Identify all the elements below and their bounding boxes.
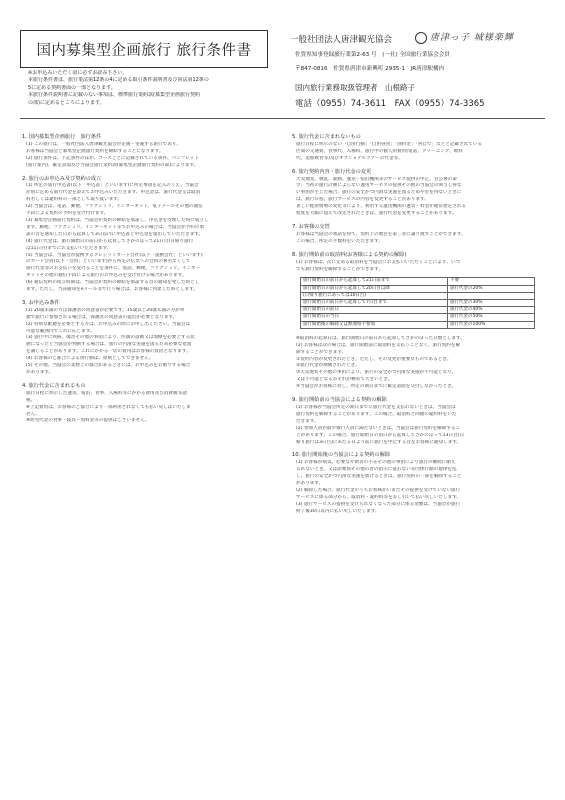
section-line: があります。 [26, 370, 54, 375]
section-line: ※上記費用は、お客様のご都合により一部利用されなくても払い戻しはいたしま [26, 404, 191, 410]
section-line: (2) 当協会は、電話、郵便、ファクシミリ、インターネット、電子メールその他の通信 [26, 204, 203, 210]
section-heading: 4. 旅行代金に含まれるもの [22, 382, 86, 389]
section-line: (6) 通信契約の成立時期は、当協会が契約の締結を承諾する旨の通知を発した時とし [26, 280, 200, 286]
fee-amount-cell: 旅行代金の50% [448, 314, 535, 321]
section-line: (4) 旅行代金は、旅行開始日の前日から起算してさかのぼって21日目(日帰り旅行 [26, 238, 194, 244]
fee-amount-cell: 不要 [448, 278, 535, 285]
manager-info: 国内旅行業務取扱管理者 山根路子 [295, 83, 415, 92]
fee-amount-cell: 旅行代金の20% [448, 285, 535, 292]
section-line: し、旅行の安全かつ円滑な実施を妨げるときは、旅行契約の一部を解除すること [296, 474, 462, 480]
section-heading: 8. 旅行開始前の取消料(お客様による契約の解除) [292, 251, 407, 258]
fee-amount-cell [448, 292, 535, 299]
section-line: があります。 [296, 481, 324, 487]
section-line: 手段による契約の予約を受け付けます。 [26, 211, 109, 217]
section-line: とがあります。この場合、旅行開始日の前日から起算してさかのぼって13日目(日 [296, 432, 465, 438]
section-line: ④当協会がお客様に対し、所定の期日までに確定書面を交付しなかったとき。 [296, 384, 457, 390]
section-line: (5) 当協会は、当協会が提携するクレジットカード会社(以下「提携会社」といいます) [26, 252, 203, 258]
section-line: 程度を大幅に超えて改定されたときは、旅行代金を変更することがあります。 [296, 211, 457, 217]
address-info: 〒847-0816 佐賀県唐津市新興町 2935-1 JR唐津駅構内 [295, 66, 445, 72]
notice-line: ※お申込みいただく前に必ずお読み下さい。 [28, 70, 128, 76]
section-line: 代、追加飲食等)及びオプショナルツアーの代金等。 [296, 155, 403, 161]
section-line: 旅行契約を解除することがあります。この場合、取消料と同額の違約料をいた [296, 411, 457, 417]
table-row [301, 292, 535, 299]
section-line: 天災地変、戦乱、暴動、運送・宿泊機関等のサービス提供の中止、官公署の命 [296, 176, 457, 182]
title-box [20, 30, 268, 68]
section-line: 令、当初の運行計画によらない運送サービスの提供その他の当協会の関与し得な [296, 183, 462, 189]
section-line: 旅行日程に明示した運送、宿泊、食事、入場料等にかかる費用及び消費税等諸 [26, 390, 187, 396]
section-line: (1) お客様は、次に定める取消料を当協会にお支払いいただくことにより、いつ [296, 259, 461, 265]
table-row [301, 307, 535, 314]
section-line: 著しい経済情勢の変化等により、利用する運送機関の運賃・料金が通常想定される [296, 204, 466, 210]
section-heading: 5. 旅行代金に含まれないもの [292, 134, 361, 140]
section-line: 態になったと当協会が判断する場合は、旅行の円滑な実施を図るため必要な措置 [26, 342, 192, 348]
page-title: 国内募集型企画旅行 旅行条件書 [36, 42, 252, 59]
fee-amount-cell: 旅行代金の30% [448, 300, 535, 307]
section-line: ②旅行代金が増額されたとき。 [296, 363, 360, 369]
section-line: (旅行案内)、確定書面及び当協会旅行業約款(募集型企画旅行契約の部)によります。 [26, 162, 199, 168]
fee-period-cell: (日帰り旅行にあっては10日目) [301, 292, 448, 299]
table-row [301, 314, 535, 321]
section-line: 除することができます。 [296, 349, 347, 355]
section-line: ①契約内容が変更されたとき。ただし、その変更が重要なものであるとき。 [296, 356, 452, 362]
section-line: この場合、所定の手数料をいただきます。 [296, 238, 383, 244]
section-heading: 2. 旅行のお申込み及び契約の成立 [22, 175, 102, 182]
phone-fax-info: 電話（0955）74-3611 FAX（0955）74-3365 [295, 99, 485, 109]
section-line: でも旅行契約を解除することができます。 [296, 266, 383, 272]
section-line: (3) 募集型企画旅行契約は、当協会が契約の締結を承諾し、申込金を受理した時に成立し [26, 217, 209, 223]
section-line: (2) お客様は次の場合は、旅行開始前に取消料を支払うことなく、旅行契約を解 [296, 342, 461, 348]
section-heading: 3. お申込み条件 [22, 299, 60, 306]
left-column [22, 128, 272, 425]
section-line: (2) 特別な配慮を必要とする方は、お申込みの際にお申し出ください。当協会は [26, 321, 191, 327]
notice-line: の部)に定めるところによります。 [28, 99, 105, 106]
fee-period-cell: 旅行開始日の前日 [301, 307, 448, 314]
section-line: (2) 旅行条件は、下記条件のほか、コースごとに記載されている条件、パンフレット [26, 155, 199, 161]
section-line: ※取消料の起算日は、旅行開始日の前日から起算してさかのぼった日数とします。 [296, 335, 465, 341]
section-line: (1) この旅行は、一般社団法人唐津観光協会が企画・実施する旅行であり、 [26, 141, 181, 147]
section-heading: 1. 国内募集型企画旅行 旅行条件 [22, 134, 102, 140]
registration-info: 佐賀県知事登録旅行業第2-63 号 (一社) 全国旅行業協会会員 [295, 52, 450, 58]
section-line: 料若しくは違約料の一部として取り扱います。 [26, 197, 123, 203]
section-line: 諾の旨を通知した日から起算して3日以内に申込書と申込金を提出していただきます。 [26, 231, 204, 237]
logo-text: 唐津っ子 城様楽輝 [430, 33, 514, 43]
header-divider [20, 118, 545, 119]
section-line: 独で旅行に参加される場合は、保護者の同意書の提出が必要となります。 [26, 314, 178, 320]
section-line: (5) その他、当協会の業務上の都合があるときには、お申込みをお断りする場合 [26, 363, 191, 369]
section-line: (1) 所定の旅行申込書(以下「申込書」といいます)に所定事項を記入のうえ、当協会 [26, 183, 199, 189]
notice-block [28, 70, 278, 107]
fee-period-cell: 旅行開始日の前日から起算して21日前まで [301, 278, 448, 285]
fee-period-cell: 旅行開始後の解除又は無連絡不参加 [301, 321, 448, 328]
fee-period-cell: 旅行開始日の当日 [301, 314, 448, 321]
right-column [292, 128, 542, 516]
table-row [301, 285, 535, 292]
section-line: ※幼児代金の食事・寝具・別料金等の提供はございません。 [26, 418, 150, 424]
section-line: 区間の交通費、食事代、入場料、旅行中の個人的費用(電話、クリーニング、飲料 [296, 148, 463, 154]
section-line: られないとき、又は添乗員その他の者の指示に従わない等団体行動の規律を乱 [296, 467, 457, 473]
section-line: 旅行日程に明示のない「自由行動」「自由昼食」「別料金」「各自で」などと記載されている [296, 141, 483, 147]
fee-amount-cell: 旅行代金の100% [448, 321, 535, 328]
section-line: 税。 [26, 397, 36, 403]
section-line: は、旅行日程、旅行サービスの内容を変更することがあります。 [296, 197, 429, 203]
section-line: お客様は当協会の承諾を得て、契約上の地位を第三者に譲り渡すことができます。 [296, 231, 466, 237]
section-line: (2) 参加人員が最少催行人員に満たないときは、当協会は旅行契約を解除するこ [296, 425, 461, 431]
section-line: が別に定める旅行代金を添えてお申込みいただきます。申込金は、旅行代金又は取消 [26, 190, 201, 196]
section-line: い事由が生じた場合、旅行の安全かつ円滑な実施を図るためやむを得ないときに [296, 190, 462, 196]
section-line: 終了後30日以内に払い戻しいたします。 [296, 508, 380, 514]
section-line: せん。 [26, 411, 41, 417]
section-line: (1) 20歳未満の方は保護者の同意書が必要です。15歳以上20歳未満の方が単 [26, 307, 185, 313]
fee-period-cell: 旅行開始日の前日から起算して20日目以降 [301, 285, 448, 292]
section-line: だきます。 [296, 418, 319, 424]
table-row [301, 300, 535, 307]
section-line: (1) お客様が病気、必要な介助者の不在その他の事由により旅行の継続に耐え [296, 460, 456, 466]
section-line: ます。ただし、当該通知をeメール等で行う場合は、お客様に到達した時とします。 [26, 287, 198, 293]
section-line: (4) お客様のご都合による別行動は、原則としてできません。 [26, 356, 154, 362]
section-line: 又は不可能となるおそれが極めて大きいとき。 [296, 377, 393, 383]
section-line: (3) 旅行中に疾病、傷害その他の事由により、医師の診断又は加療を必要とする状 [26, 335, 195, 341]
fee-period-cell: 旅行開始日の前日から起算して7日目まで [301, 300, 448, 307]
section-line: (3) 旅行サービスの提供を受けられなくなった部分に係る金額は、当協会が旅行 [296, 501, 461, 507]
section-line: お客様は当協会と募集型企画旅行契約を締結することになります。 [26, 148, 164, 154]
notice-line: 本旅行条件説明書に記載のない事項は、標準旅行業約款(募集型企画旅行契約 [28, 92, 200, 99]
logo-mark-icon [415, 32, 427, 44]
section-line: のカード会員(以下「会員」といいます)から所定の伝票への会員の署名なくして [26, 259, 191, 265]
section-heading: 9. 旅行開始前の当協会による契約の解除 [292, 397, 387, 404]
notice-line: 5に定める契約書面の一部となります。 [28, 84, 116, 91]
association-logo [415, 30, 545, 46]
section-line: ③天災地変その他の事由により、旅行の安全かつ円滑な実施が不可能となり、 [296, 370, 457, 376]
section-line: ネットその他の通信手段による旅行のお申込みを受け付ける場合があります。 [26, 273, 187, 279]
table-row [301, 278, 535, 285]
section-line: を講じることがあります。これにかかる一切の費用はお客様の負担となります。 [26, 349, 191, 355]
section-line: (2) 解除した場合、旅行代金のうちお客様がいまだその提供を受けていない旅行 [296, 487, 461, 493]
association-name: 一般社団法人唐津観光協会 [290, 35, 393, 45]
section-line: (1) お客様が当協会所定の期日までに旅行代金を支払わないときは、当協会は [296, 404, 456, 410]
section-line: は11日目)までにお支払いいただきます。 [26, 245, 112, 251]
cancellation-fee-table [300, 277, 535, 328]
section-line: サービスに係る部分から、取消料・違約料等を差し引いて払い戻しいたします。 [296, 494, 462, 500]
section-line: ます。郵便、ファクシミリ、インターネット等でお申込みの場合は、当協会が予約の承 [26, 224, 205, 230]
section-line: 旅行代金等のお支払いを受けることを条件に、電話、郵便、ファクシミリ、インター [26, 266, 201, 272]
section-line: 帰り旅行は3日目)にあたる日より前に旅行を中止する旨をお客様に通知します。 [296, 439, 462, 445]
section-line: 可能な範囲内でこれに応じます。 [26, 328, 95, 334]
notice-line: 本旅行条件書は、旅行業法第12条の4に定める取引条件説明書及び同法第12条の [28, 77, 209, 84]
section-heading: 6. 旅行契約内容・旅行代金の変更 [292, 168, 372, 175]
fee-amount-cell: 旅行代金の40% [448, 307, 535, 314]
section-heading: 7. お客様の交替 [292, 223, 330, 230]
table-row [301, 321, 535, 328]
section-heading: 10. 旅行開始後の当協会による契約の解除 [292, 452, 391, 459]
